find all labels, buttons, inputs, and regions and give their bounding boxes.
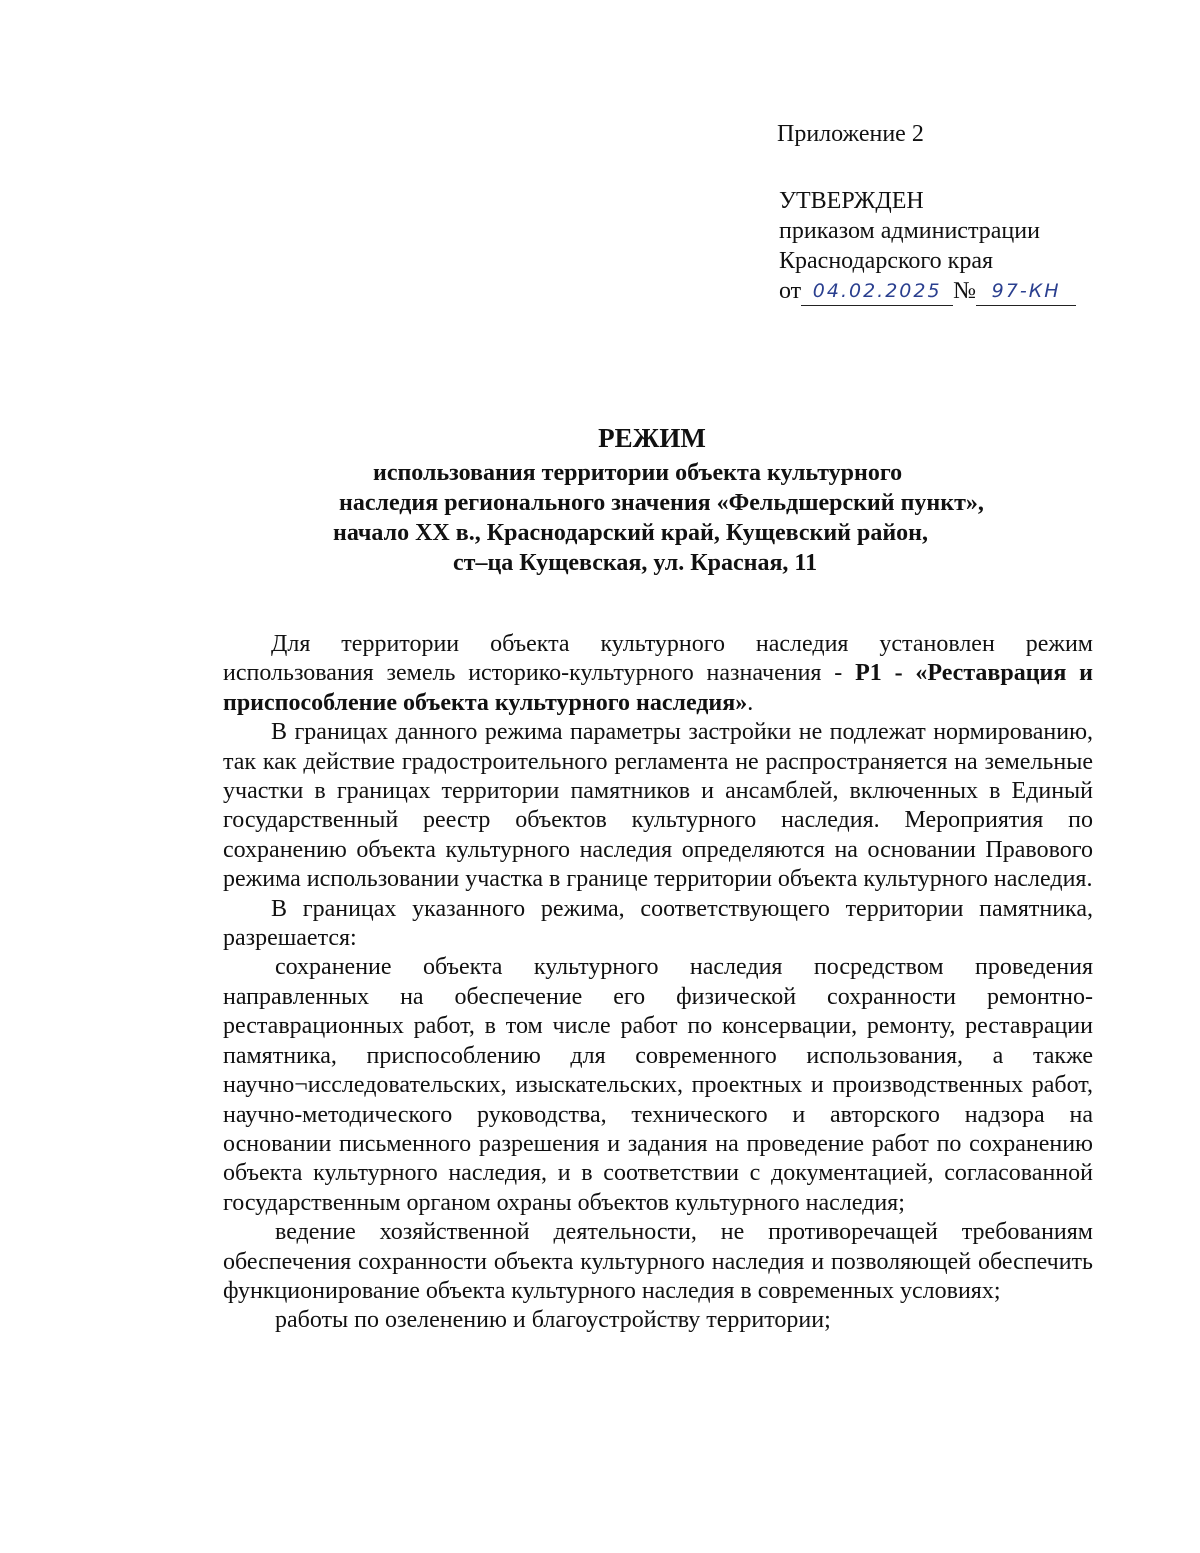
document-title: [0, 418, 1200, 578]
list-item: работы по озеленению и благоустройству территории;: [275, 1307, 831, 1334]
paragraph-3: В границах указанного режима, соответствующего территории памятника, разрешается:: [223, 895, 1093, 952]
approved-label: УТВЕРЖДЕН: [779, 188, 924, 214]
approval-block: [779, 118, 1076, 306]
order-reference: [779, 276, 1076, 306]
title-line-3: начало XX в., Краснодарский край, Кущевский район,: [333, 520, 928, 546]
approval-line-2: Краснодарского края: [779, 248, 994, 274]
handwritten-date: 04.02.2025: [801, 279, 953, 306]
paragraph-1-end: .: [747, 689, 754, 716]
title-line-1: использования территории объекта культурного: [373, 460, 903, 486]
paragraph-2: В границах данного режима параметры застройки не подлежат нормированию, так как действие градостроительного регламента не распространяется на земельные участки в границах территории памятников и ансамблей, включенных в Единый государственный реестр объектов культурного наследия. Мероприятия по сохранению объекта культурного наследия определяются на основании Правового режима использовании участка в границе территории объекта культурного наследия.: [223, 719, 1093, 893]
regime-name: Р1 - «Реставрация и приспособление объекта культурного наследия»: [223, 660, 1093, 716]
from-label: от: [779, 278, 802, 304]
paragraph-1: [223, 630, 1093, 718]
title-line-2: наследия регионального значения «Фельдшерский пункт»,: [339, 490, 984, 516]
list-item: ведение хозяйственной деятельности, не противоречащей требованиям обеспечения сохранности объекта культурного наследия и позволяющей обеспечить функционирование объекта культурного наследия в современных условиях;: [223, 1219, 1093, 1304]
title-heading: РЕЖИМ: [598, 423, 706, 453]
list-item: сохранение объекта культурного наследия посредством проведения направленных на обеспечение его физической сохранности ремонтно-реставрационных работ, в том числе работ по консервации, ремонту, реставрации памятника, приспособлению для современного использования, а также научно¬исследовательских, изыскательских, проектных и производственных работ, научно-методического руководства, технического и авторского надзора на основании письменного разрешения и задания на проведение работ по сохранению объекта культурного наследия, и в соответствии с документацией, согласованной государственным органом охраны объектов культурного наследия;: [223, 954, 1093, 1216]
document-body: [223, 630, 1093, 1336]
handwritten-number: 97-КН: [976, 279, 1076, 306]
title-line-4: ст–ца Кущевская, ул. Красная, 11: [453, 550, 818, 576]
paragraph-1-text: Для территории объекта культурного наследия установлен режим использования земель историко-культурного назначения -: [223, 631, 1093, 687]
appendix-label: Приложение 2: [777, 121, 924, 147]
number-label: №: [953, 278, 977, 304]
approval-line-1: приказом администрации: [779, 218, 1040, 244]
